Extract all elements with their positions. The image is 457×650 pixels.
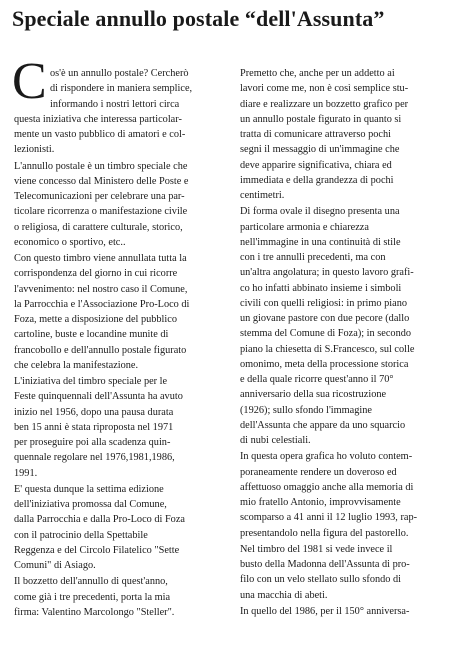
- text-line: Telecomunicazioni per celebrare una par-: [14, 191, 185, 202]
- text-line: di rispondere in maniera semplice,: [50, 83, 193, 95]
- text-line: E' questa dunque la settima edizione: [14, 483, 164, 495]
- text-line: stemma del Comune di Foza); in secondo: [240, 328, 412, 340]
- text-line: quennale regolare nel 1976,1981,1986,: [14, 452, 175, 464]
- text-line: L'annullo postale è un timbro speciale che: [14, 160, 188, 172]
- text-line: Feste quinquennali dell'Assunta ha avuto: [14, 391, 183, 403]
- text-line: con il patrocinio della Spettabile: [14, 529, 148, 541]
- paragraph: [14, 251, 228, 373]
- text-line: firma: Valentino Marcolongo "Steller".: [14, 606, 175, 618]
- text-line: per proseguire poi alla scadenza quin-: [14, 437, 171, 448]
- text-line: dell'iniziativa promossa dal Comune,: [14, 499, 167, 510]
- text-line: dell'Assunta che appare da uno squarcio: [240, 419, 406, 431]
- paragraph: [14, 574, 228, 620]
- text-line: centimetri.: [240, 190, 285, 201]
- text-line: deve apparire significativa, chiara ed: [240, 159, 392, 171]
- paragraph: [240, 604, 452, 619]
- text-line: di nubi celestiali.: [240, 435, 311, 446]
- text-line: francobollo e dell'annullo postale figurato: [14, 344, 187, 356]
- text-line: mente un vasto pubblico di amatori e col-: [14, 129, 186, 140]
- text-line: busto della Madonna dell'Assunta di pro-: [240, 559, 410, 570]
- paragraph: [14, 374, 228, 481]
- text-line: corrispondenza del giorno in cui ricorre: [14, 268, 178, 280]
- text-line: o religiosa, di carattere culturale, storico,: [14, 221, 183, 233]
- text-line: piano la chiesetta di S.Francesco, sul colle: [240, 343, 415, 355]
- text-line: inizio nel 1956, dopo una pausa durata: [14, 406, 174, 418]
- text-line: dalla Parrocchia e dalla Pro-Loco di Foza: [14, 514, 185, 526]
- paragraph: [240, 542, 452, 603]
- text-line: la Parrocchia e l'Associazione Pro-Loco di: [14, 298, 190, 310]
- paragraph: [14, 159, 228, 251]
- text-line: lavori come me, non è così semplice stu-: [240, 83, 409, 95]
- text-line: immediata e della grandezza di pochi: [240, 174, 394, 186]
- text-line: 1991.: [14, 467, 38, 479]
- paragraph: [240, 66, 452, 203]
- left-column: [12, 53, 228, 621]
- text-line: co ho infatti abbinato insieme i simboli: [240, 282, 402, 294]
- text-line: omonimo, meta della processione storica: [240, 358, 409, 370]
- text-line: e della quale ricorre quest'anno il 70°: [240, 374, 394, 385]
- text-line: una macchia di abeti.: [240, 589, 328, 601]
- text-line: affettuoso omaggio anche alla memoria di: [240, 481, 414, 493]
- text-line: L'iniziativa del timbro speciale per le: [14, 376, 168, 387]
- text-line: segni il messaggio di un'immagine che: [240, 144, 400, 156]
- text-line: un'altra angolatura; in questo lavoro grafi-: [240, 267, 414, 279]
- text-line: scomparso a 41 anni il 12 luglio 1993, rap-: [240, 512, 418, 524]
- drop-cap: C: [12, 53, 47, 110]
- right-column: [240, 66, 452, 620]
- text-line: economico o sportivo, etc..: [14, 236, 126, 248]
- text-line: (1926); sullo sfondo l'immagine: [240, 404, 372, 416]
- article-title: Speciale annullo postale “dell'Assunta”: [12, 6, 385, 31]
- text-line: viene concesso dal Ministero delle Poste e: [14, 175, 189, 187]
- text-line: cartoline, buste e locandine munite di: [14, 329, 169, 341]
- text-line: come già i tre precedenti, porta la mia: [14, 591, 171, 603]
- intro-paragraph-wrap: [12, 53, 228, 158]
- text-line: poraneamente rendere un doveroso ed: [240, 466, 397, 478]
- text-line: nell'immagine in una continuità di stile: [240, 236, 401, 248]
- text-line: Il bozzetto dell'annullo di quest'anno,: [14, 576, 168, 588]
- text-line: con i tre annulli precedenti, ma con: [240, 252, 386, 263]
- paragraph: [240, 204, 452, 448]
- text-line: un annullo postale figurato in quanto si: [240, 113, 402, 125]
- text-line: l'avvenimento: nel nostro caso il Comune,: [14, 283, 188, 295]
- text-line: ben 15 anni è stata riproposta nel 1971: [14, 421, 174, 433]
- text-line: In quello del 1986, per il 150° anniversa-: [240, 605, 410, 617]
- text-line: Con questo timbro viene annullata tutta la: [14, 253, 187, 264]
- text-line: anniversario della sua ricostruzione: [240, 389, 387, 401]
- text-line: che celebra la manifestazione.: [14, 359, 139, 371]
- text-line: tratta di comunicare attraverso pochi: [240, 129, 391, 140]
- text-line: presentandolo nella figura del pastorello.: [240, 527, 409, 539]
- text-line: informando i nostri lettori circa: [50, 98, 180, 110]
- text-line: questa iniziativa che interessa particolar-: [14, 113, 182, 125]
- text-line: Premetto che, anche per un addetto ai: [240, 68, 395, 79]
- text-line: particolare armonia e chiarezza: [240, 221, 369, 233]
- text-line: Reggenza e del Circolo Filatelico "Sette: [14, 544, 180, 556]
- text-line: os'è un annullo postale? Cercherò: [50, 68, 189, 79]
- text-line: Comuni" di Asiago.: [14, 560, 96, 571]
- text-line: Di forma ovale il disegno presenta una: [240, 206, 400, 218]
- text-line: filo con un velo stellato sullo sfondo di: [240, 574, 402, 586]
- text-line: un giovane pastore con due pecore (dallo: [240, 313, 410, 324]
- paragraph: [240, 449, 452, 541]
- text-line: civili con quelli religiosi: in primo piano: [240, 297, 408, 309]
- text-line: Nel timbro del 1981 si vede invece il: [240, 543, 393, 555]
- text-line: ticolare ricorrenza o manifestazione civile: [14, 206, 188, 218]
- text-line: lezionisti.: [14, 144, 55, 156]
- paragraph: [14, 482, 228, 574]
- text-line: In questa opera grafica ho voluto contem-: [240, 451, 413, 463]
- text-line: mio fratello Antonio, improvvisamente: [240, 497, 401, 508]
- text-line: diare e realizzare un bozzetto grafico per: [240, 98, 409, 110]
- text-line: Foza, mette a disposizione del pubblico: [14, 314, 177, 325]
